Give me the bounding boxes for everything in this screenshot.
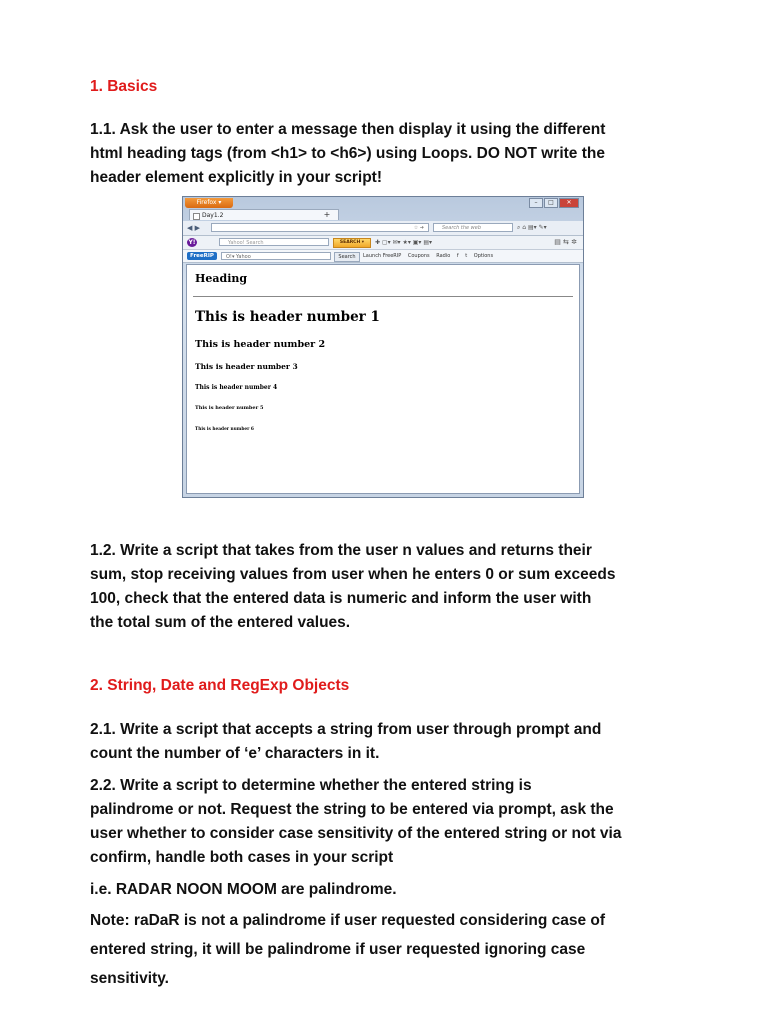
section-2-title: 2. String, Date and RegExp Objects [90, 677, 350, 694]
freerip-item: f [456, 253, 459, 259]
question-1-1-line: html heading tags (from <h1> to <h6>) using Loops. DO NOT write the [90, 145, 605, 162]
yahoo-toolbar-icons: ✚ ▢▾ ✉▾ ★▾ ▣▾ ▤▾ [375, 239, 433, 246]
page-viewport [186, 264, 580, 494]
note-line: sensitivity. [90, 970, 169, 987]
question-2-1-line: count the number of ‘e’ characters in it. [90, 745, 380, 762]
question-2-1-line: 2.1. Write a script that accepts a string from user through prompt and [90, 721, 602, 738]
question-1-1 [90, 118, 690, 190]
note-line: Note: raDaR is not a palindrome if user requested considering case of [90, 912, 606, 929]
yahoo-search-box: Yahoo! Search [219, 238, 329, 246]
maximize-icon: □ [544, 198, 558, 208]
yahoo-toolbar-right-icons: ▤ ⇆ ✲ [554, 238, 577, 246]
section-1-title: 1. Basics [90, 78, 158, 95]
question-2-2-line: 2.2. Write a script to determine whether the entered string is [90, 777, 532, 794]
browser-screenshot [183, 197, 583, 497]
note-line: entered string, it will be palindrome if user requested ignoring case [90, 941, 586, 958]
url-bar: ☆ ➜ [211, 223, 429, 232]
freerip-toolbar-items [363, 250, 498, 262]
header-2: This is header number 2 [195, 339, 326, 350]
minimize-icon: – [529, 198, 543, 208]
firefox-menu-button: Firefox ▾ [185, 198, 233, 208]
note-paragraph [90, 906, 690, 993]
question-1-2-line: sum, stop receiving values from user when he enters 0 or sum exceeds [90, 566, 616, 583]
header-3: This is header number 3 [195, 362, 298, 371]
freerip-item: Options [473, 253, 494, 259]
question-2-2-line: palindrome or not. Request the string to be entered via prompt, ask the [90, 801, 614, 818]
navigation-bar [183, 221, 583, 236]
toolbar-icons: ⌕ ⌂ ▤▾ ✎▾ [517, 224, 547, 231]
question-2-2 [90, 774, 690, 870]
question-2-2-line: user whether to consider case sensitivity of the entered string or not via [90, 825, 622, 842]
freerip-item: Radio [436, 253, 451, 259]
tab-bar [183, 209, 583, 221]
browser-tab: Day1.2 [189, 209, 339, 220]
new-tab-icon: + [323, 210, 331, 219]
yahoo-logo: Y! [188, 239, 196, 246]
web-search-box: Search the web [433, 223, 513, 232]
freerip-search-button: Search [334, 252, 360, 262]
freerip-logo: FreeRIP [187, 252, 217, 260]
freerip-yahoo-field: O!▾ Yahoo [221, 252, 331, 260]
question-1-2-line: the total sum of the entered values. [90, 614, 351, 631]
freerip-item: Launch FreeRIP [363, 253, 402, 259]
question-2-1 [90, 718, 690, 766]
question-2-2-line: confirm, handle both cases in your script [90, 849, 394, 866]
header-5: This is header number 5 [195, 405, 264, 411]
freerip-item: t [465, 253, 468, 259]
page-heading: Heading [195, 272, 248, 285]
question-1-1-line: 1.1. Ask the user to enter a message then display it using the different [90, 121, 606, 138]
freerip-item: Coupons [407, 253, 430, 259]
horizontal-rule [193, 296, 573, 297]
question-1-1-line: header element explicitly in your script! [90, 169, 383, 186]
palindrome-example: i.e. RADAR NOON MOOM are palindrome. [90, 881, 397, 898]
freerip-toolbar [183, 250, 583, 263]
header-6: This is header number 6 [195, 427, 254, 432]
question-1-2 [90, 539, 690, 635]
back-forward-icon: ◀ ▶ [187, 224, 200, 232]
window-controls [529, 198, 579, 207]
header-4: This is header number 4 [195, 384, 278, 391]
yahoo-search-button: SEARCH ▾ [333, 238, 371, 248]
header-1: This is header number 1 [195, 309, 380, 325]
question-1-2-line: 1.2. Write a script that takes from the user n values and returns their [90, 542, 592, 559]
close-icon: ✕ [559, 198, 579, 208]
yahoo-toolbar [183, 236, 583, 250]
question-1-2-line: 100, check that the entered data is numeric and inform the user with [90, 590, 592, 607]
